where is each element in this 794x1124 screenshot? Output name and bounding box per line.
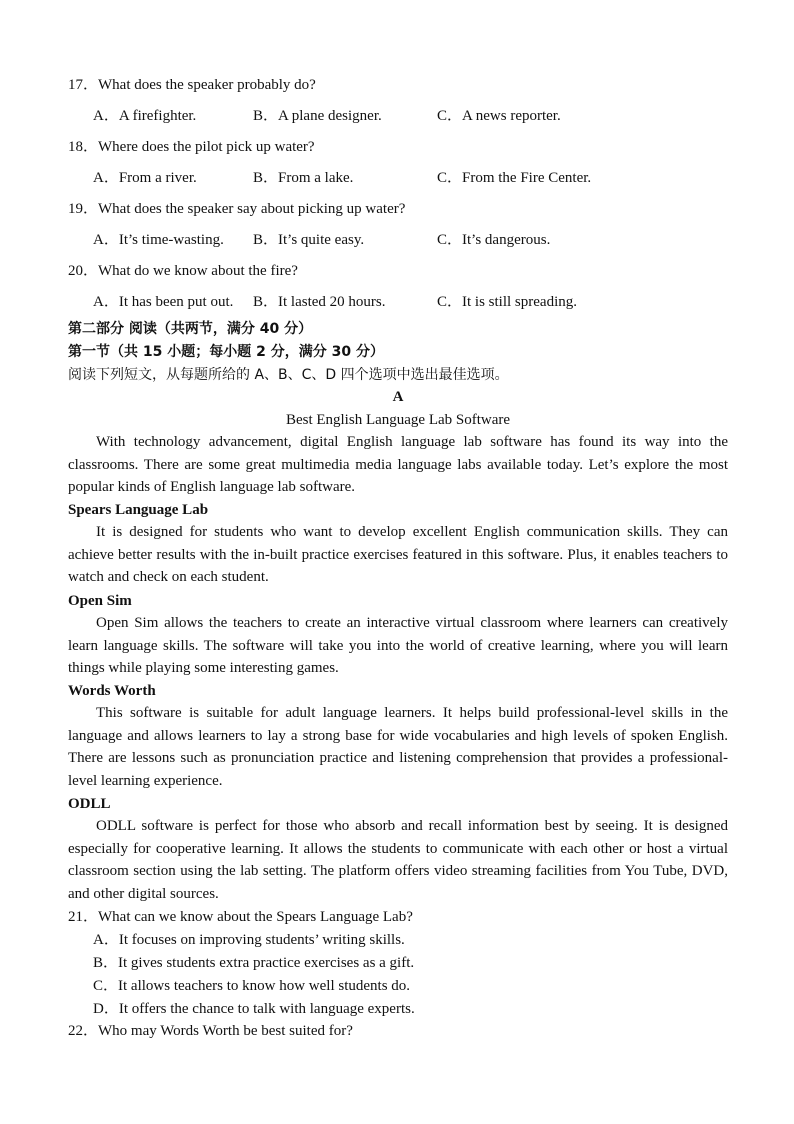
question-18-options bbox=[93, 169, 733, 187]
option-a: A．From a river. bbox=[93, 170, 197, 186]
heading-open-sim: Open Sim bbox=[68, 593, 132, 609]
option-c: C．It is still spreading. bbox=[437, 294, 577, 310]
section-title: 第一节（共 15 小题；每小题 2 分，满分 30 分） bbox=[68, 344, 384, 360]
paragraph-open-sim: Open Sim allows the teachers to create an interactive virtual classroom where learners can creatively learn language skills. The software will take you into the world of creative learning, where you will learn things while playing some interesting games. bbox=[68, 615, 728, 677]
option-a: A．It’s time-wasting. bbox=[93, 232, 224, 248]
question-21: 21．What can we know about the Spears Language Lab? bbox=[68, 909, 413, 925]
question-21-option-d: D．It offers the chance to talk with language experts. bbox=[93, 1001, 415, 1017]
option-c: C．From the Fire Center. bbox=[437, 170, 592, 186]
paragraph-odll: ODLL software is perfect for those who absorb and recall information best by seeing. It is designed especially for cooperative learning. It allows the students to communicate with each other or host a virtual classroom section using the lab setting. The platform offers video streaming facilities from You Tube, DVD, and other digital sources. bbox=[68, 818, 728, 903]
passage-letter: A bbox=[392, 389, 404, 405]
option-c: C．A news reporter. bbox=[437, 108, 561, 124]
question-20: 20．What do we know about the fire? bbox=[68, 263, 298, 279]
option-c: C．It’s dangerous. bbox=[437, 232, 551, 248]
option-a: A．A firefighter. bbox=[93, 108, 197, 124]
passage-title: Best English Language Lab Software bbox=[285, 412, 511, 428]
part-title: 第二部分 阅读（共两节，满分 40 分） bbox=[68, 321, 313, 337]
passage-intro: With technology advancement, digital English language lab software has found its way into the classrooms. There are some great multimedia media language labs available today. Let’s explore the most popular kinds of English language lab software. bbox=[68, 434, 728, 496]
question-17: 17．What does the speaker probably do? bbox=[68, 77, 316, 93]
question-21-option-b: B．It gives students extra practice exercises as a gift. bbox=[93, 955, 415, 971]
option-b: B．A plane designer. bbox=[253, 108, 382, 124]
paragraph-words-worth: This software is suitable for adult language learners. It helps build professional-level skills in the language and allows learners to lay a strong base for wide vocabularies and high levels of spoken English. There are lessons such as pronunciation practice and listening comprehension that provides a professional-level learning experience. bbox=[68, 705, 728, 790]
question-20-options bbox=[93, 293, 733, 311]
heading-odll: ODLL bbox=[68, 796, 111, 812]
option-a: A．It has been put out. bbox=[93, 294, 234, 310]
heading-words-worth: Words Worth bbox=[68, 683, 156, 699]
question-22: 22．Who may Words Worth be best suited for? bbox=[68, 1023, 353, 1039]
question-18: 18．Where does the pilot pick up water? bbox=[68, 139, 315, 155]
question-19-options bbox=[93, 231, 733, 249]
paragraph-spears: It is designed for students who want to develop excellent English communication skills. They can achieve better results with the in-built practice exercises featured in this software. Plus, it enables teachers to watch and check on each student. bbox=[68, 524, 728, 586]
question-21-option-c: C．It allows teachers to know how well students do. bbox=[93, 978, 411, 994]
option-b: B．From a lake. bbox=[253, 170, 354, 186]
option-b: B．It’s quite easy. bbox=[253, 232, 365, 248]
option-b: B．It lasted 20 hours. bbox=[253, 294, 386, 310]
question-21-option-a: A．It focuses on improving students’ writing skills. bbox=[93, 932, 405, 948]
heading-spears: Spears Language Lab bbox=[68, 502, 209, 518]
question-17-options bbox=[93, 107, 733, 125]
instruction: 阅读下列短文，从每题所给的 A、B、C、D 四个选项中选出最佳选项。 bbox=[68, 367, 509, 383]
question-19: 19．What does the speaker say about picking up water? bbox=[68, 201, 406, 217]
